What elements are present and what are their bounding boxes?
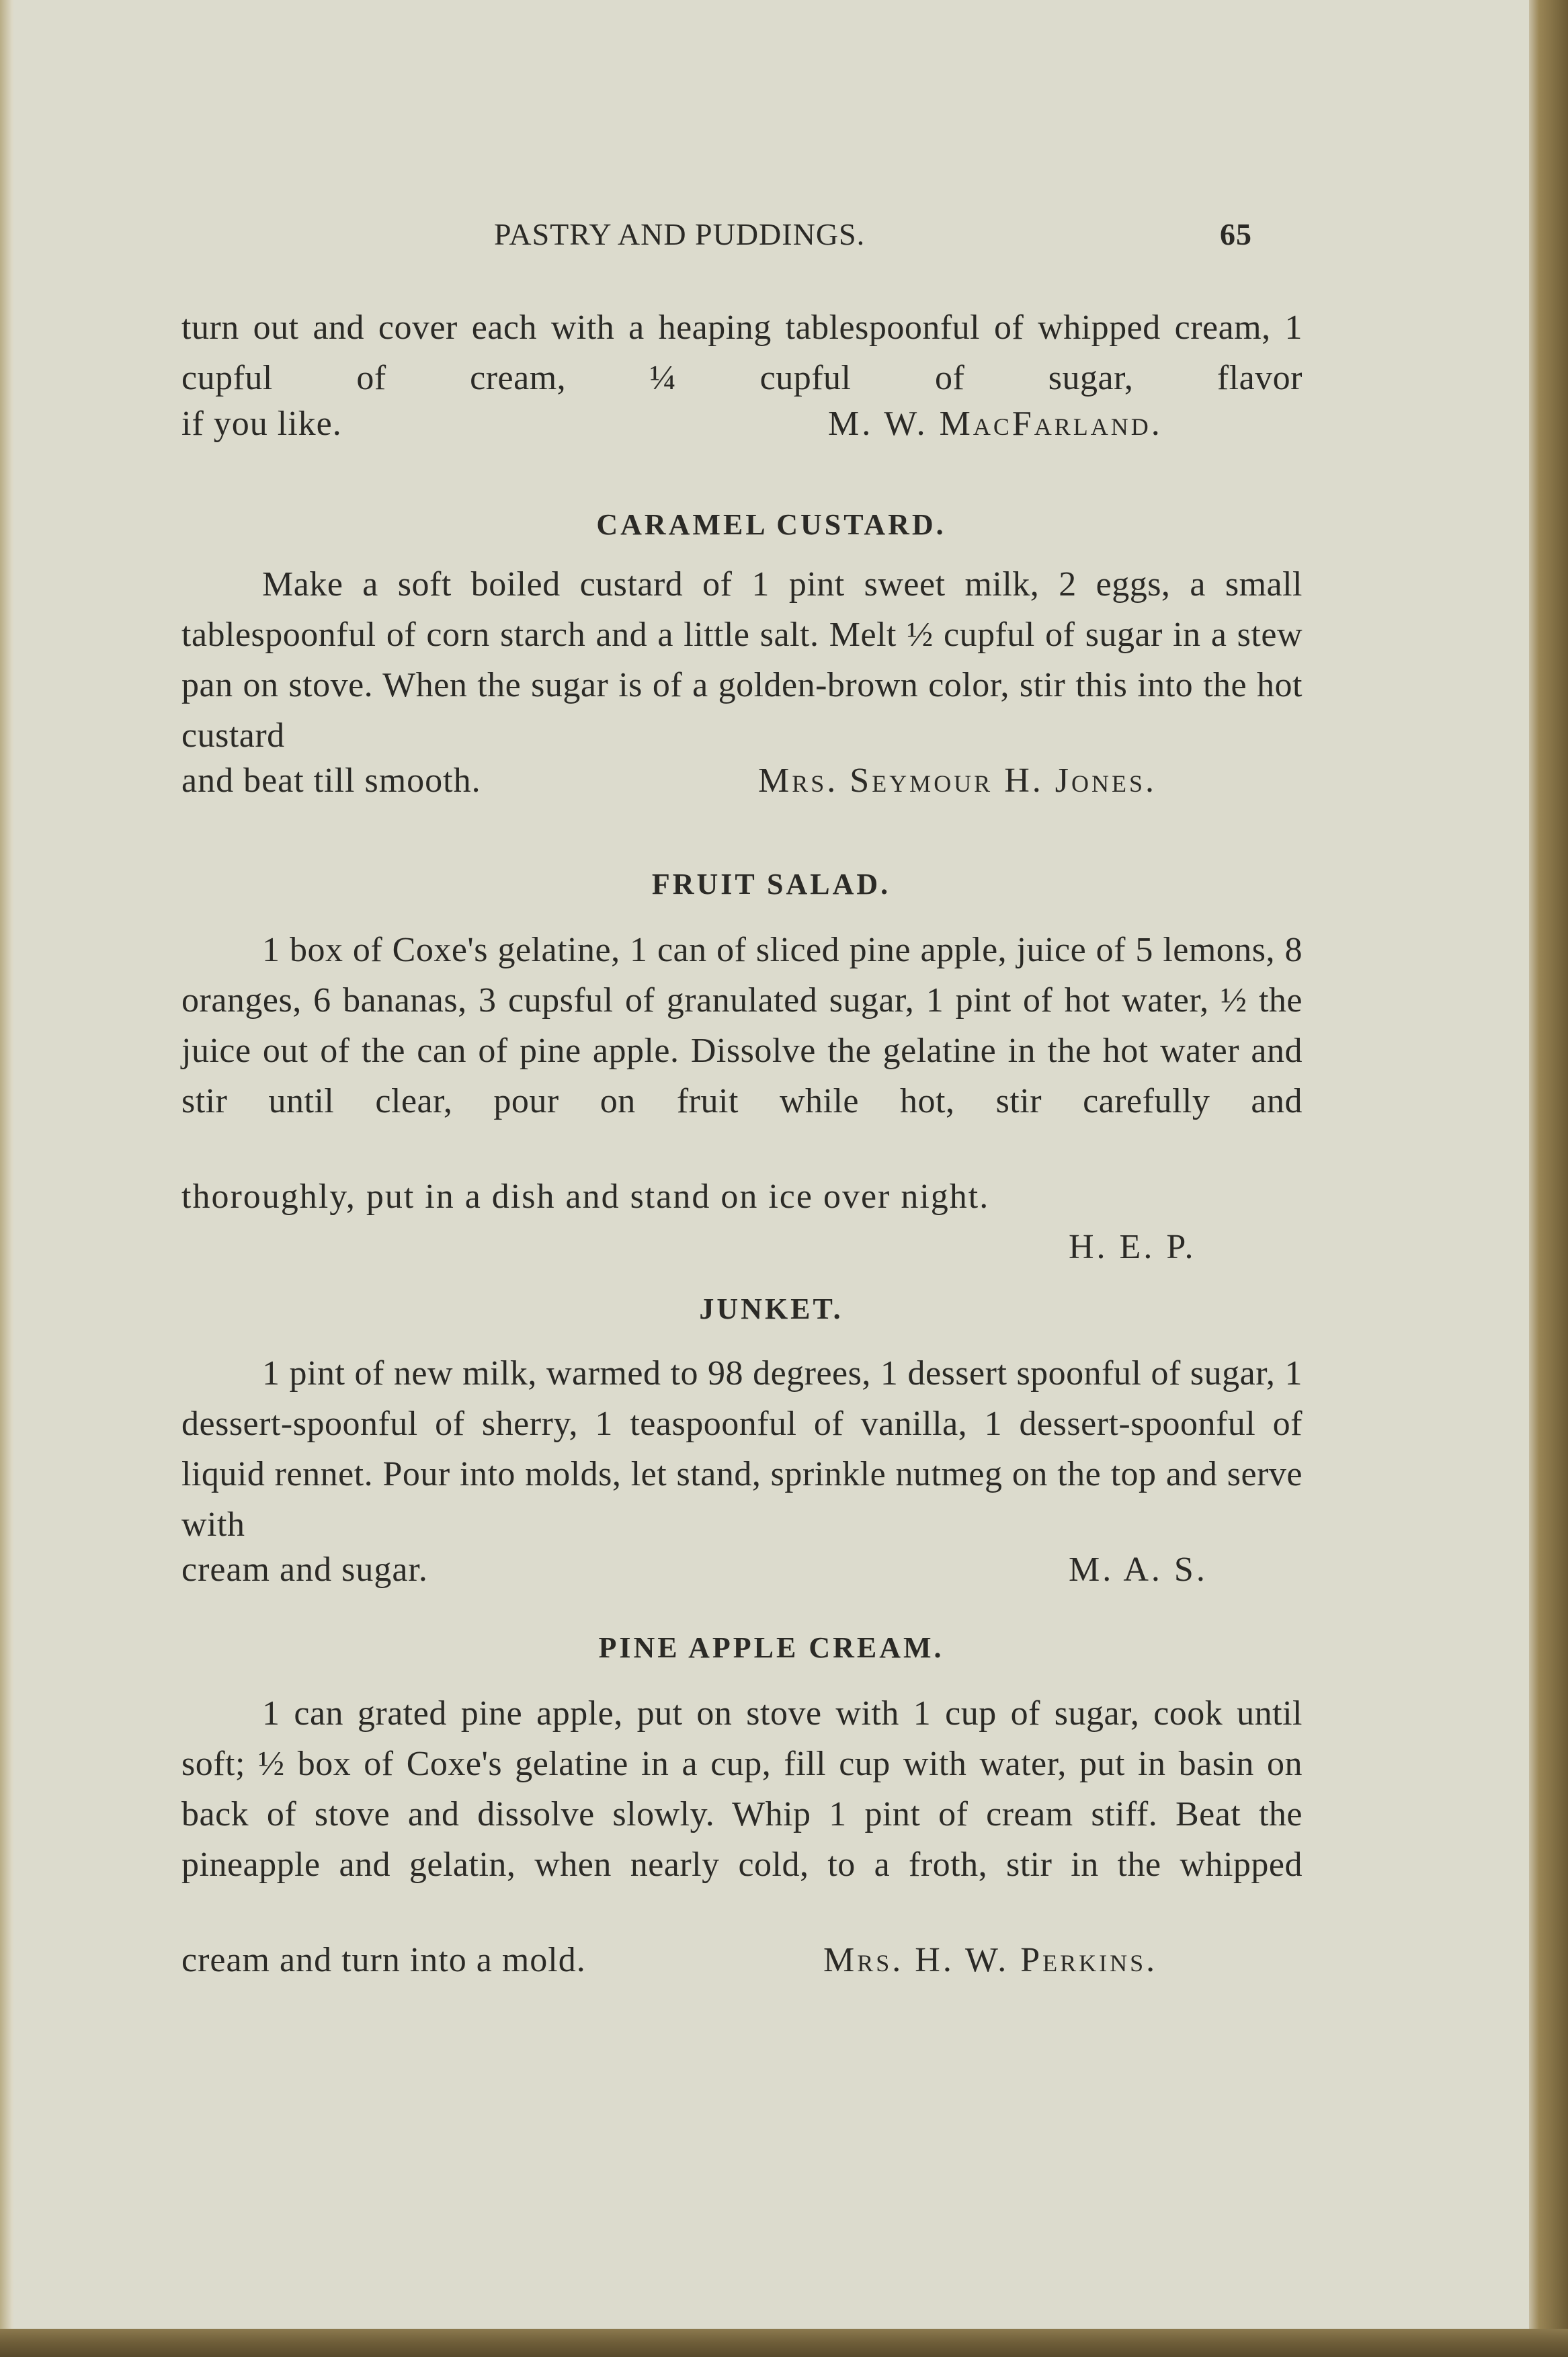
recipe-title-caramel-custard: CARAMEL CUSTARD. (596, 508, 946, 541)
recipe-body-fruit-salad: 1 box of Coxe's gelatine, 1 can of sliced pine apple, juice of 5 lemons, 8 oranges, 6 bananas, 3 cupsful of granulated sugar, 1 pint of hot water, ½ the juice out of the can of pine apple. Dissolve the gelatine in the hot water and stir until clear, pour on fruit while hot, stir carefully and (181, 931, 1303, 1120)
recipe-body-pine-apple-cream: 1 can grated pine apple, put on stove with 1 cup of sugar, cook until soft; ½ box of Coxe's gelatine in a cup, fill cup with water, put in basin on back of stove and dissolve slowly. Whip 1 pint of cream stiff. Beat the pineapple and gelatin, when nearly cold, to a froth, stir in the whipped (181, 1694, 1303, 1884)
junket-last-line: cream and sugar. (181, 1550, 428, 1589)
recipe-body-caramel-custard: Make a soft boiled custard of 1 pint sweet milk, 2 eggs, a small tablespoonful of corn starch and a little salt. Melt ½ cupful of sugar in a stew pan on stove. When the sugar is of a golden-brown color, stir this into the hot custard (181, 565, 1303, 755)
page-number: 65 (1220, 217, 1252, 251)
book-cover-edge (0, 2329, 1568, 2357)
intro-paragraph: turn out and cover each with a heaping tablespoonful of whipped cream, 1 cupful of cream, ¼ cupful of sugar, flavor (181, 308, 1303, 397)
pine-apple-cream-signature: Mrs. H. W. Perkins. (823, 1941, 1158, 1979)
intro-last-line: if you like. (181, 405, 342, 443)
fruit-salad-last-line: thoroughly, put in a dish and stand on ice over night. (181, 1177, 990, 1216)
pine-apple-cream-last-line: cream and turn into a mold. (181, 1941, 586, 1979)
junket-signature: M. A. S. (1069, 1550, 1208, 1589)
running-header (13, 216, 1529, 257)
caramel-last-line: and beat till smooth. (181, 761, 481, 800)
book-page (13, 0, 1529, 2329)
intro-signature: M. W. MacFarland. (828, 405, 1163, 443)
recipe-title-pine-apple-cream: PINE APPLE CREAM. (598, 1631, 944, 1664)
running-title: PASTRY AND PUDDINGS. (494, 217, 866, 251)
recipe-body-junket: 1 pint of new milk, warmed to 98 degrees, 1 dessert spoonful of sugar, 1 dessert-spoonful of sherry, 1 teaspoonful of vanilla, 1 dessert-spoonful of liquid rennet. Pour into molds, let stand, sprinkle nutmeg on the top and serve with (181, 1354, 1303, 1544)
fruit-salad-signature: H. E. P. (1069, 1228, 1196, 1266)
recipe-title-junket: JUNKET. (699, 1292, 843, 1325)
caramel-signature: Mrs. Seymour H. Jones. (758, 761, 1157, 800)
recipe-title-fruit-salad: FRUIT SALAD. (651, 868, 891, 901)
